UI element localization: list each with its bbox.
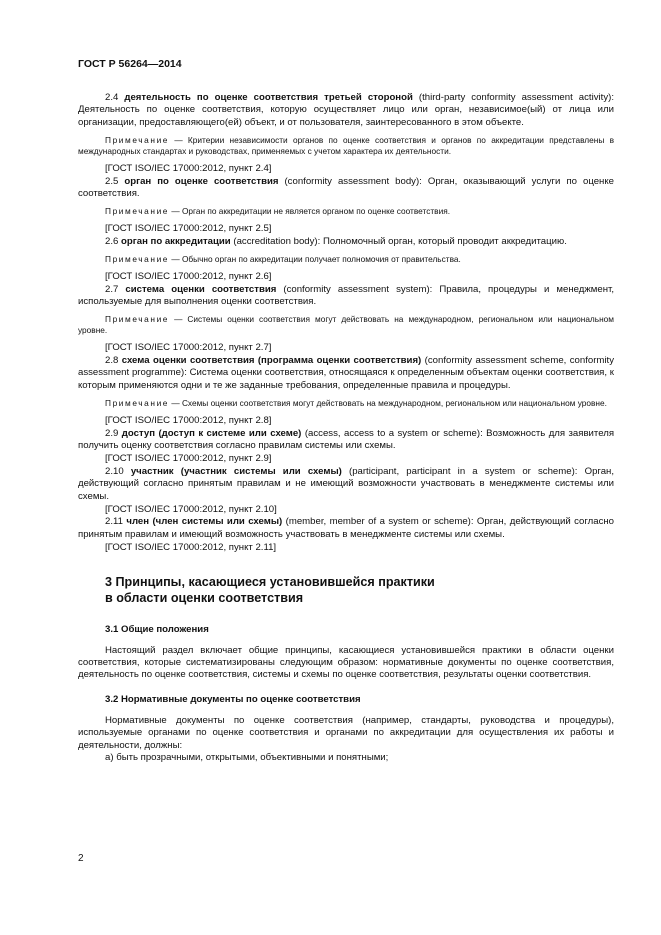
reference: [ГОСТ ISO/IEC 17000:2012, пункт 2.4]	[105, 163, 272, 175]
note: Примечание — Схемы оценки соответствия могут действовать на международном, региональном или национальном уровне.	[105, 398, 607, 409]
subsection-3-2-heading: 3.2 Нормативные документы по оценке соответствия	[105, 693, 361, 705]
clause-2-6: 2.6 орган по аккредитации (accreditation body): Полномочный орган, который проводит аккредитацию.	[105, 235, 567, 247]
paragraph-3-1: Настоящий раздел включает общие принципы, касающиеся установившейся практики в области оценки соответствия, которые систематизированы следующим образом: нормативные документы по оценке соответствия, деятельность по оценке соответствия, системы и схемы по оценке соответствия, результаты оценки соответствия.	[78, 644, 614, 681]
clause-2-7: 2.7 система оценки соответствия (conformity assessment system): Правила, процедуры и менеджмент, используемые для выполнения оценки соответствия.	[78, 283, 614, 308]
clause-2-4: 2.4 деятельность по оценке соответствия третьей стороной (third-party conformity assessment activity): Деятельность по оценке соответствия, которую осуществляет лицо или орган, независимое(ый) от лица или организации, предоставляющего(ей) объект, и от пользователя, заинтересованного в этом объекте.	[78, 92, 614, 128]
reference: [ГОСТ ISO/IEC 17000:2012, пункт 2.7]	[105, 342, 272, 354]
reference: [ГОСТ ISO/IEC 17000:2012, пункт 2.9]	[105, 453, 272, 465]
reference: [ГОСТ ISO/IEC 17000:2012, пункт 2.8]	[105, 415, 272, 427]
note: Примечание — Обычно орган по аккредитации получает полномочия от правительства.	[105, 254, 461, 265]
reference: [ГОСТ ISO/IEC 17000:2012, пункт 2.10]	[105, 503, 277, 515]
term: деятельность по оценке соответствия третьей стороной	[124, 92, 413, 103]
document-header: ГОСТ Р 56264—2014	[78, 58, 182, 70]
paragraph-3-2: Нормативные документы по оценке соответствия (например, стандарты, руководства и процедуры), используемые органами по оценке соответствия и органами по аккредитации для осуществления их работы и деятельности, должны:	[78, 714, 614, 751]
subsection-3-1-heading: 3.1 Общие положения	[105, 623, 209, 635]
list-item-a: а) быть прозрачными, открытыми, объективными и понятными;	[105, 752, 389, 763]
clause-2-11: 2.11 член (член системы или схемы) (member, member of a system or scheme): Орган, действующий согласно принятым правилам и имеющий возможность участвовать в менеджменте системы или схемы.	[78, 516, 615, 540]
clause-2-5: 2.5 орган по оценке соответствия (conformity assessment body): Орган, оказывающий услуги по оценке соответствия.	[78, 175, 614, 200]
clause-2-9: 2.9 доступ (доступ к системе или схеме) (access, access to a system or scheme): Возможность для заявителя получить оценку соответствия согласно правилам системы или схемы.	[78, 427, 615, 451]
reference: [ГОСТ ISO/IEC 17000:2012, пункт 2.5]	[105, 223, 272, 235]
page-body	[78, 92, 614, 764]
clause-2-8: 2.8 схема оценки соответствия (программа оценки соответствия) (conformity assessment scheme, conformity assessment programme): Система оценки соответствия, относящаяся к определенным объектам оценки соответствия, к которым применяются одни и те же заданные требования, определенные правила и процедуры.	[78, 354, 614, 391]
note: Примечание — Орган по аккредитации не является органом по оценке соответствия.	[105, 206, 450, 217]
note: Примечание — Системы оценки соответствия могут действовать на международном, региональном или национальном уровне.	[78, 314, 614, 336]
page-number: 2	[78, 853, 84, 864]
note: Примечание — Критерии независимости органов по оценке соответствия и органов по аккредитации представлены в международных стандартах и руководствах, применяемых с учетом характера их деятельности.	[78, 135, 614, 157]
reference: [ГОСТ ISO/IEC 17000:2012, пункт 2.6]	[105, 271, 272, 283]
reference: [ГОСТ ISO/IEC 17000:2012, пункт 2.11]	[105, 542, 277, 554]
section-3-heading: 3 Принципы, касающиеся установившейся практики в области оценки соответствия	[105, 574, 435, 605]
clause-2-10: 2.10 участник (участник системы или схемы) (participant, participant in a system or scheme): Орган, действующий согласно принятым правилам и не имеющий возможности участвовать в менеджменте системы или схемы.	[78, 465, 614, 502]
